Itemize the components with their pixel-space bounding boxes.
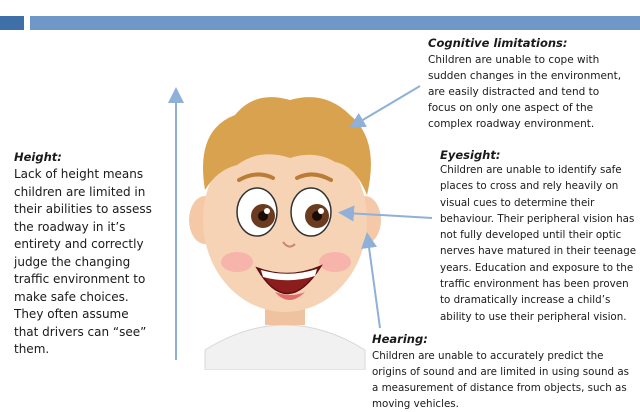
eyesight-description: [440, 162, 638, 325]
height-line: traffic environment to: [14, 272, 146, 286]
eyesight-line: to dramatically increase a child’s: [440, 294, 611, 307]
height-description: [14, 166, 164, 359]
child-face-illustration: [165, 70, 465, 370]
cognitive-heading: Cognitive limitations:: [428, 36, 568, 50]
height-line: They often assume: [14, 307, 129, 321]
left-eye-highlight: [264, 208, 270, 214]
eyesight-line: Children are unable to identify safe: [440, 164, 622, 176]
eyesight-line: ability to use their peripheral vision.: [440, 310, 627, 323]
height-line: them.: [14, 342, 50, 356]
cognitive-line: complex roadway environment.: [428, 118, 595, 130]
height-line: make safe choices.: [14, 289, 129, 304]
cognitive-line: sudden changes in the environment,: [428, 70, 622, 82]
shirt: [205, 325, 365, 370]
eyesight-line: nerves have matured in their teenage: [440, 245, 637, 258]
hearing-line: origins of sound and are limited in using sound as: [372, 366, 629, 378]
height-line: their abilities to assess: [14, 202, 152, 216]
eyesight-heading: Eyesight:: [440, 148, 501, 162]
header-bar-dark-segment: [0, 16, 24, 30]
height-heading: Height:: [14, 150, 62, 164]
height-line: children are limited in: [14, 184, 146, 199]
eyesight-line: places to cross and rely heavily on: [440, 180, 619, 193]
cognitive-line: focus on only one aspect of the: [428, 102, 594, 114]
height-line: the roadway in it’s: [14, 219, 126, 234]
hearing-heading: Hearing:: [372, 332, 428, 346]
eyesight-line: visual cues to determine their: [440, 196, 595, 209]
eyesight-line: years. Education and exposure to the: [440, 261, 634, 274]
hearing-line: Children are unable to accurately predict the: [372, 350, 604, 362]
height-line: Lack of height means: [14, 167, 144, 181]
height-line: that drivers can “see”: [14, 324, 147, 339]
cognitive-line: Children are unable to cope with: [428, 54, 600, 66]
right-cheek: [319, 252, 351, 272]
left-cheek: [221, 252, 253, 272]
hearing-line: a measurement of distance from objects, such as: [372, 382, 627, 394]
hearing-line: moving vehicles.: [372, 398, 459, 410]
header-bar-light-segment: [30, 16, 640, 30]
height-line: judge the changing: [14, 254, 131, 269]
height-line: entirety and correctly: [14, 237, 144, 251]
header-bar: [0, 8, 640, 22]
eyesight-line: not fully developed until their optic: [440, 229, 622, 242]
eyesight-line: traffic environment has been proven: [440, 278, 629, 291]
cognitive-line: are easily distracted and tend to: [428, 86, 600, 98]
eyesight-line: behaviour. Their peripheral vision has: [440, 212, 635, 225]
right-eye-highlight: [318, 208, 324, 214]
